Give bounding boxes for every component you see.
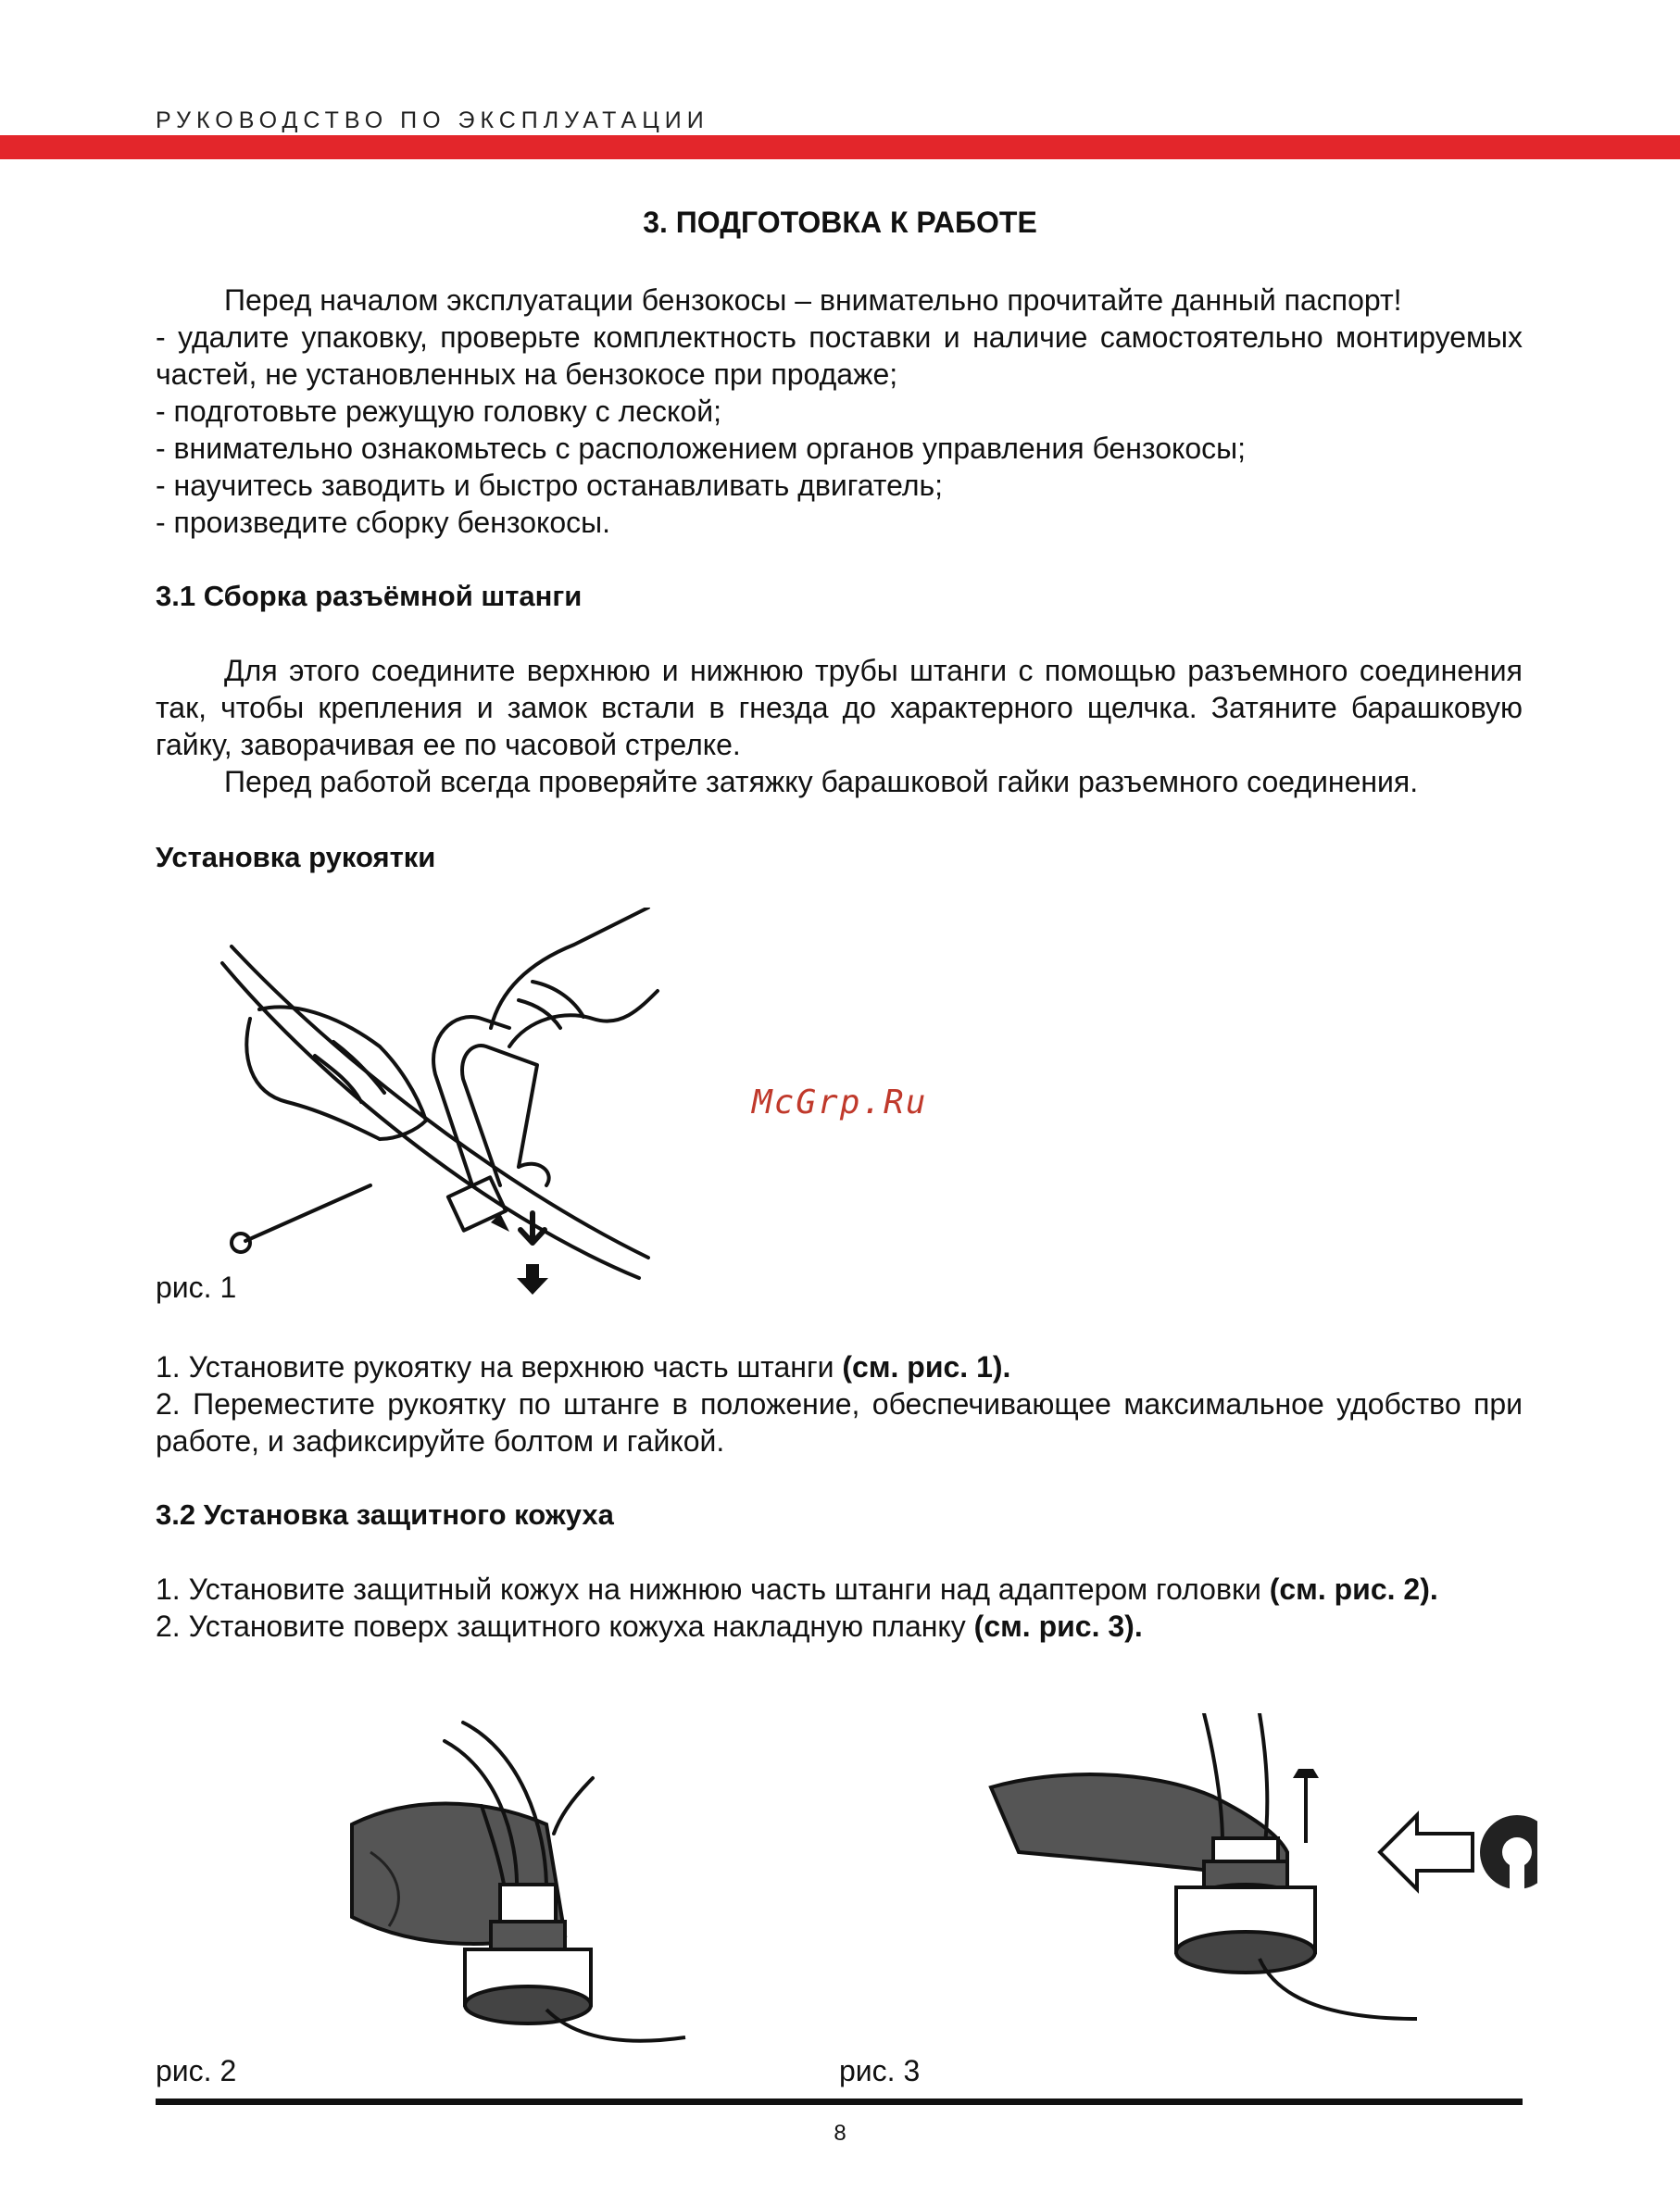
- step-item: - внимательно ознакомьтесь с расположением органов управления бензокосы;: [156, 432, 1247, 465]
- guard-step-1-ref: (см. рис. 2).: [1269, 1572, 1438, 1606]
- section3-1-text: [156, 652, 1523, 800]
- handle-steps: [156, 1348, 1523, 1460]
- guard-step-2-ref: (см. рис. 3).: [973, 1610, 1143, 1643]
- running-header: РУКОВОДСТВО ПО ЭКСПЛУАТАЦИИ: [156, 107, 709, 133]
- guard-step-2-text: 2. Установите поверх защитного кожуха накладную планку: [156, 1610, 974, 1643]
- section3-intro-block: [156, 282, 1523, 541]
- guard-step-2: [156, 1608, 1523, 1645]
- intro-paragraph: Перед началом эксплуатации бензокосы – внимательно прочитайте данный паспорт!: [224, 283, 1402, 317]
- section-3-1-heading: 3.1 Сборка разъёмной штанги: [156, 580, 583, 612]
- step-item: - удалите упаковку, проверьте комплектность поставки и наличие самостоятельно монтируемых частей, не установленных на бензокосе при продаже;: [156, 320, 1523, 391]
- section-3-2-heading: 3.2 Установка защитного кожуха: [156, 1498, 614, 1531]
- step-item: - произведите сборку бензокосы.: [156, 506, 611, 539]
- page-title: 3. ПОДГОТОВКА К РАБОТЕ: [643, 206, 1037, 239]
- figure-1-handle-illustration: [204, 908, 667, 1297]
- handle-step-1-text: 1. Установите рукоятку на верхнюю часть штанги: [156, 1350, 843, 1384]
- handle-step-1: [156, 1348, 1523, 1385]
- check-paragraph: Перед работой всегда проверяйте затяжку барашковой гайки разъемного соединения.: [224, 765, 1419, 798]
- footer-rule: [156, 2099, 1523, 2105]
- guard-step-1-text: 1. Установите защитный кожух на нижнюю часть штанги над адаптером головки: [156, 1572, 1270, 1606]
- assembly-paragraph: Для этого соедините верхнюю и нижнюю трубы штанги с помощью разъемного соединения так, чтобы крепления и замок встали в гнезда до характерного щелчка. Затяните барашковую гайку, заворачивая ее по часовой стрелке.: [156, 654, 1523, 761]
- handle-step-1-ref: (см. рис. 1).: [842, 1350, 1011, 1384]
- watermark: McGrp.Ru: [752, 1084, 928, 1121]
- handle-heading: Установка рукоятки: [156, 841, 436, 873]
- header-red-band: [0, 135, 1680, 159]
- figure-1-caption: рис. 1: [156, 1271, 237, 1304]
- guard-steps: [156, 1571, 1523, 1645]
- guard-step-1: [156, 1571, 1523, 1608]
- page-number: 8: [834, 2121, 846, 2146]
- figure-2-caption: рис. 2: [156, 2054, 237, 2087]
- handle-step-2: 2. Переместите рукоятку по штанге в положение, обеспечивающее максимальное удобство при работе, и зафиксируйте болтом и гайкой.: [156, 1387, 1523, 1458]
- step-item: - подготовьте режущую головку с леской;: [156, 395, 721, 428]
- figure-3-caption: рис. 3: [839, 2054, 921, 2087]
- figure-2-guard-illustration: [315, 1713, 704, 2065]
- step-item: - научитесь заводить и быстро останавливать двигатель;: [156, 469, 944, 502]
- figure-3-plate-illustration: [982, 1713, 1537, 2065]
